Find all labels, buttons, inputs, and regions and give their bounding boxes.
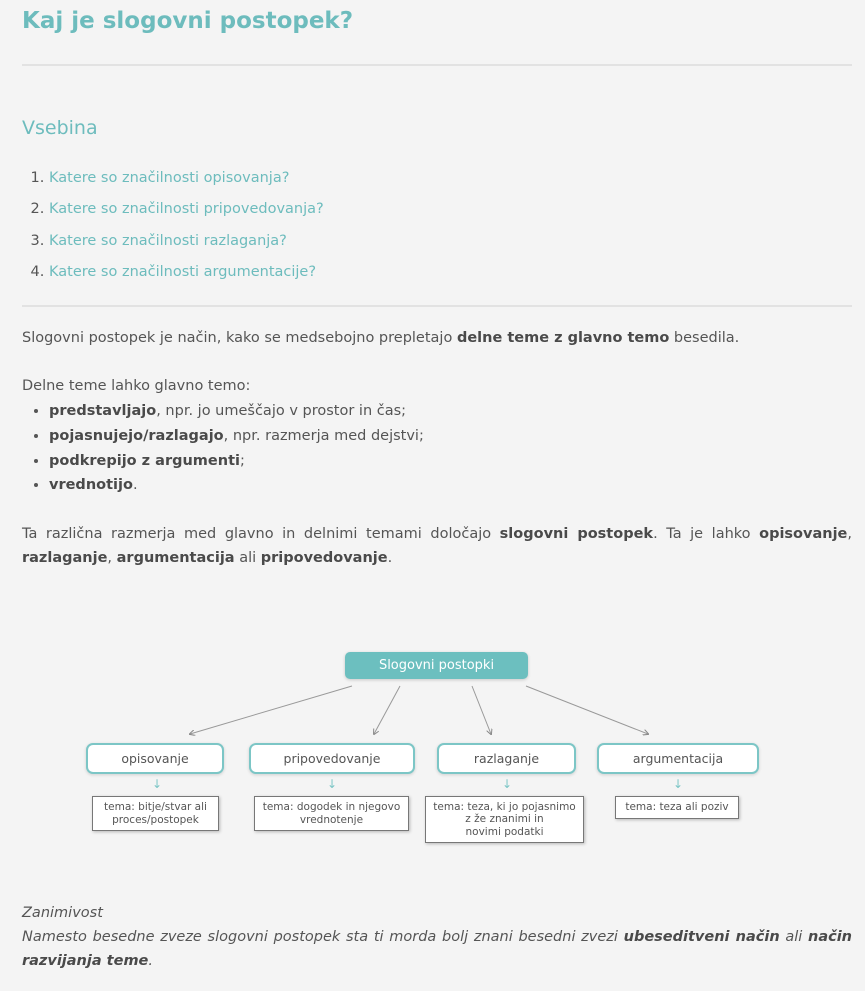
category-razlaganje: razlaganje xyxy=(437,743,576,774)
theme-box-opisovanje: tema: bitje/stvar ali proces/postopek xyxy=(92,796,219,831)
connector-razlaganje xyxy=(472,686,491,734)
theme-box-razlaganje: tema: teza, ki jo pojasnimo z že znanimi in novimi podatki xyxy=(425,796,584,843)
category-opisovanje: opisovanje xyxy=(86,743,224,774)
list-item: • podkrepijo z argumenti; xyxy=(49,449,424,474)
arrow-down-icon: ↓ xyxy=(673,777,684,791)
note: Zanimivost Namesto besedne zveze slogovni postopek sta ti morda bolj znani besedni zvezi ubeseditveni način ali način razvijanja teme. xyxy=(22,905,852,969)
list-item: • pojasnujejo/razlagajo, npr. razmerja med dejstvi; xyxy=(49,424,424,449)
connector-argumentacija xyxy=(526,686,648,734)
diagram-root: Slogovni postopki xyxy=(345,652,528,679)
arrow-down-icon: ↓ xyxy=(327,777,338,791)
toc-link-razlaganje[interactable]: Katere so značilnosti razlaganja? xyxy=(49,232,287,249)
category-argumentacija: argumentacija xyxy=(597,743,759,774)
toc-link-argumentacija[interactable]: Katere so značilnosti argumentacije? xyxy=(49,263,317,280)
theme-box-pripovedovanje: tema: dogodek in njegovo vrednotenje xyxy=(254,796,409,831)
theme-box-argumentacija: tema: teza ali poziv xyxy=(615,796,739,819)
connector-pripovedovanje xyxy=(374,686,400,734)
list-item: • predstavljajo, npr. jo umeščajo v prostor in čas; xyxy=(49,399,424,424)
toc-heading: Vsebina xyxy=(22,117,98,139)
toc-link-opisovanje[interactable]: Katere so značilnosti opisovanja? xyxy=(49,170,290,186)
postopki-paragraph: Ta različna razmerja med glavno in delnimi temami določajo slogovni postopek. Ta je lahko opisovanje, razlaganje, argumentacija ali pripovedovanje. xyxy=(22,526,852,566)
arrow-down-icon: ↓ xyxy=(502,777,513,791)
category-pripovedovanje: pripovedovanje xyxy=(249,743,415,774)
intro-paragraph: Slogovni postopek je način, kako se medsebojno prepletajo delne teme z glavno temo besedila. xyxy=(22,330,740,346)
page-title: Kaj je slogovni postopek? xyxy=(22,8,354,34)
list-item: • vrednotijo. xyxy=(49,473,424,498)
toc-link-pripovedovanje[interactable]: Katere so značilnosti pripovedovanja? xyxy=(49,201,324,218)
list-lead: Delne teme lahko glavno temo: xyxy=(22,378,251,394)
arrow-down-icon: ↓ xyxy=(152,777,163,791)
note-heading: Zanimivost xyxy=(22,905,103,921)
connector-opisovanje xyxy=(190,686,352,734)
